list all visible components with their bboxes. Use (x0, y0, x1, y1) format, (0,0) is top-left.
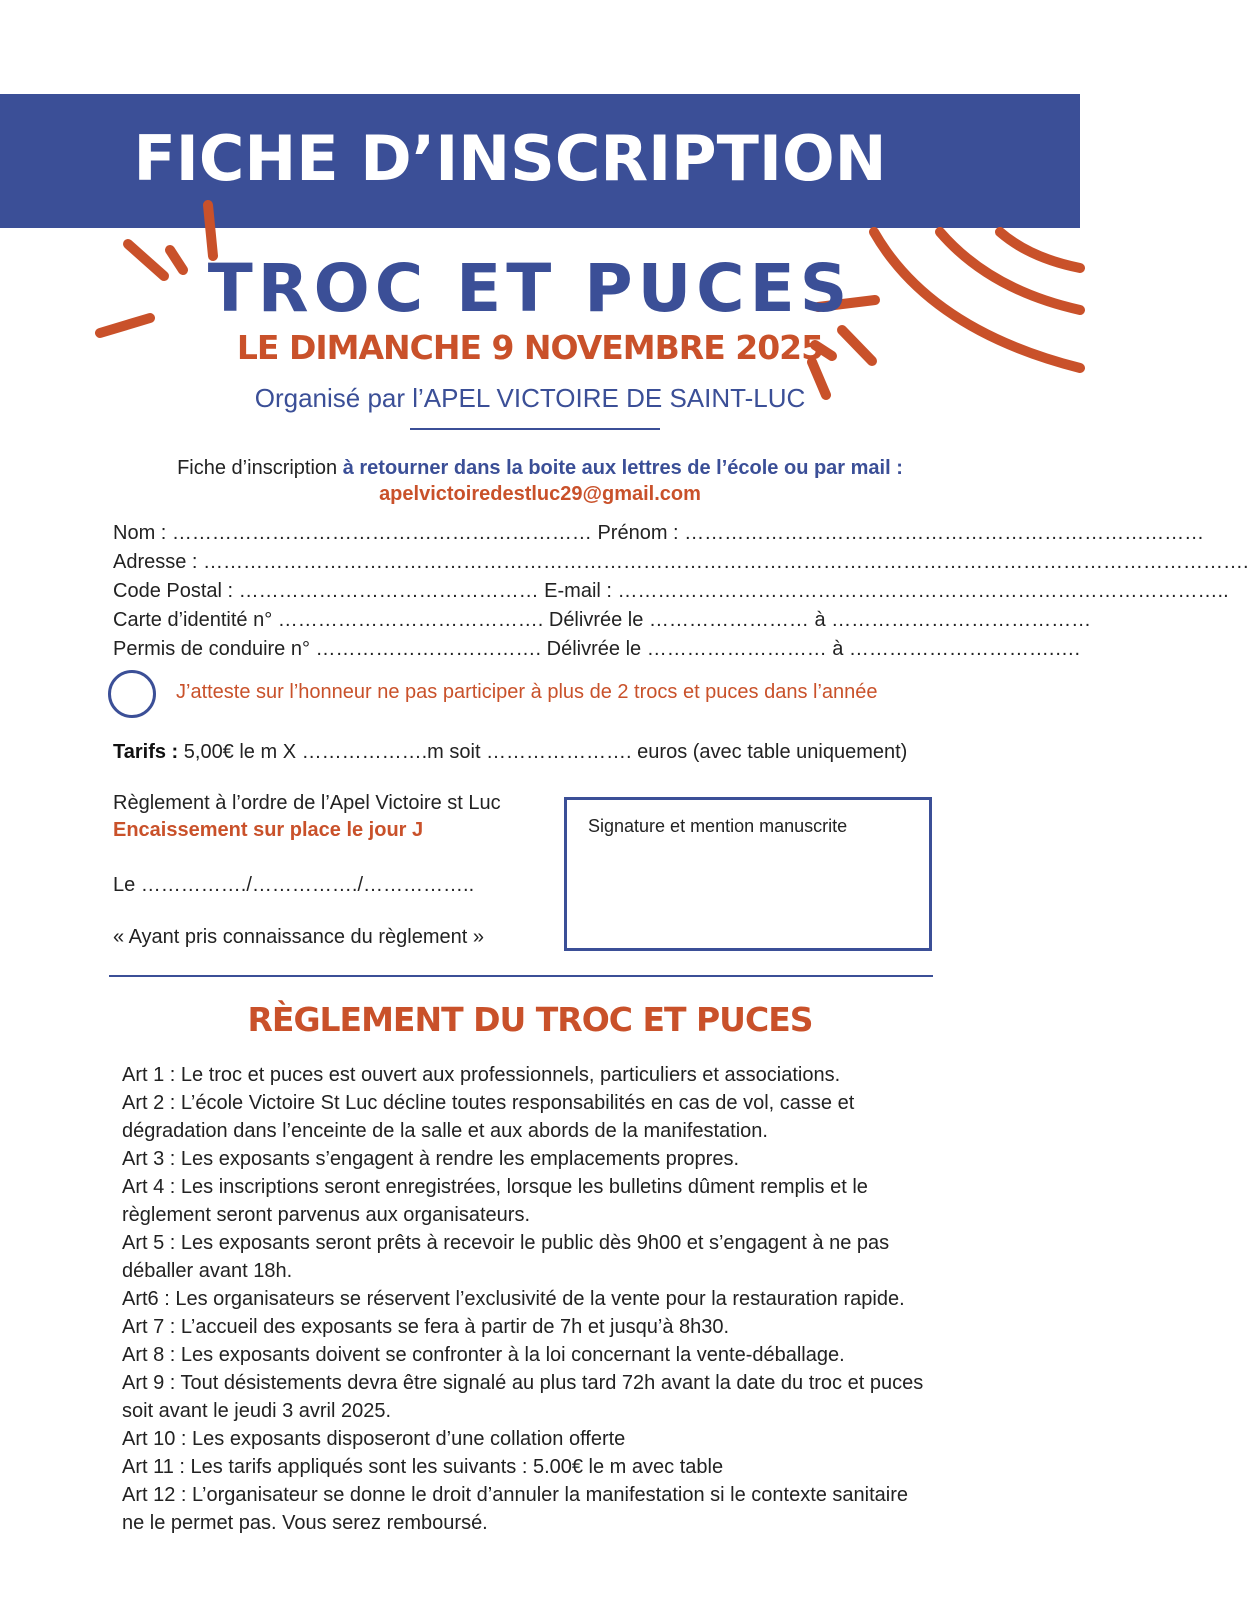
divider (109, 975, 933, 977)
payment-order: Règlement à l’ordre de l’Apel Victoire st Luc (113, 792, 501, 814)
tarifs-label: Tarifs : (113, 741, 179, 763)
divider (410, 428, 660, 430)
rules-title: RÈGLEMENT DU TROC ET PUCES (247, 1000, 813, 1039)
instructions-highlight: à retourner dans la boite aux lettres de l’école ou par mail : (342, 457, 903, 479)
rules-list (122, 1061, 932, 1537)
return-instructions (40, 455, 1040, 507)
signature-label: Signature et mention manuscrite (588, 816, 848, 836)
rule-article: Art 8 : Les exposants doivent se confronter à la loi concernant la vente-déballage. (122, 1344, 845, 1366)
rule-article: Art6 : Les organisateurs se réservent l’exclusivité de la vente pour la restauration rapide. (122, 1288, 905, 1310)
attestation-text: J’atteste sur l’honneur ne pas participer à plus de 2 trocs et puces dans l’année (176, 681, 878, 703)
rule-article: Art 4 : Les inscriptions seront enregistrées, lorsque les bulletins dûment remplis et le règlement seront parvenus aux organisateurs. (122, 1176, 868, 1226)
name-field-line[interactable]: Nom : ……………………………………………………… Prénom : …………………………………………………………………… (113, 522, 1205, 544)
attestation-checkbox[interactable] (108, 670, 156, 718)
tarifs-line (113, 741, 907, 764)
driving-licence-field-line[interactable]: Permis de conduire n° ……………………………. Délivrée le ……………………… à ………………………….…. (113, 638, 1081, 660)
postal-email-field-line[interactable]: Code Postal : ……………………………………… E-mail : ……………………………………………………………………………….. (113, 580, 1229, 602)
event-title: TROC ET PUCES (207, 250, 853, 327)
signature-box[interactable] (564, 797, 932, 951)
instructions-prefix: Fiche d’inscription (177, 457, 343, 479)
payment-block (113, 792, 543, 953)
address-field-line[interactable]: Adresse : …………………………………………………………………………………………………………………………………………. (113, 551, 1249, 573)
page-title: FICHE D’INSCRIPTION (133, 122, 887, 195)
rule-article: Art 5 : Les exposants seront prêts à recevoir le public dès 9h00 et s’engagent à ne pas déballer avant 18h. (122, 1232, 890, 1282)
registration-form (113, 519, 1249, 664)
acknowledgement-text: « Ayant pris connaissance du règlement » (113, 926, 484, 948)
rule-article: Art 1 : Le troc et puces est ouvert aux professionnels, particuliers et associations. (122, 1064, 841, 1086)
rule-article: Art 10 : Les exposants disposeront d’une collation offerte (122, 1428, 626, 1450)
rule-article: Art 9 : Tout désistements devra être signalé au plus tard 72h avant la date du troc et puces soit avant le jeudi 3 avril 2025. (122, 1372, 924, 1422)
event-date: LE DIMANCHE 9 NOVEMBRE 2025 (236, 328, 824, 367)
rule-article: Art 12 : L’organisateur se donne le droit d’annuler la manifestation si le contexte sanitaire ne le permet pas. Vous serez remboursé. (122, 1484, 909, 1534)
tarifs-text[interactable]: 5,00€ le m X ……………….m soit …………………. euros (avec table uniquement) (178, 741, 908, 763)
date-field-line[interactable]: Le ……………./……………./…………….. (113, 874, 475, 896)
id-card-field-line[interactable]: Carte d’identité n° …………………………………. Délivrée le …………………… à ………………………………… (113, 609, 1092, 631)
rule-article: Art 2 : L’école Victoire St Luc décline toutes responsabilités en cas de vol, casse et dégradation dans l’enceinte de la salle et aux abords de la manifestation. (122, 1092, 855, 1142)
contact-email[interactable]: apelvictoiredestluc29@gmail.com (379, 483, 701, 505)
rule-article: Art 3 : Les exposants s’engagent à rendre les emplacements propres. (122, 1148, 740, 1170)
rule-article: Art 7 : L’accueil des exposants se fera à partir de 7h et jusqu’à 8h30. (122, 1316, 730, 1338)
event-organizer: Organisé par l’APEL VICTOIRE DE SAINT-LUC (254, 383, 806, 413)
payment-collection: Encaissement sur place le jour J (113, 819, 424, 841)
rule-article: Art 11 : Les tarifs appliqués sont les suivants : 5.00€ le m avec table (122, 1456, 724, 1478)
